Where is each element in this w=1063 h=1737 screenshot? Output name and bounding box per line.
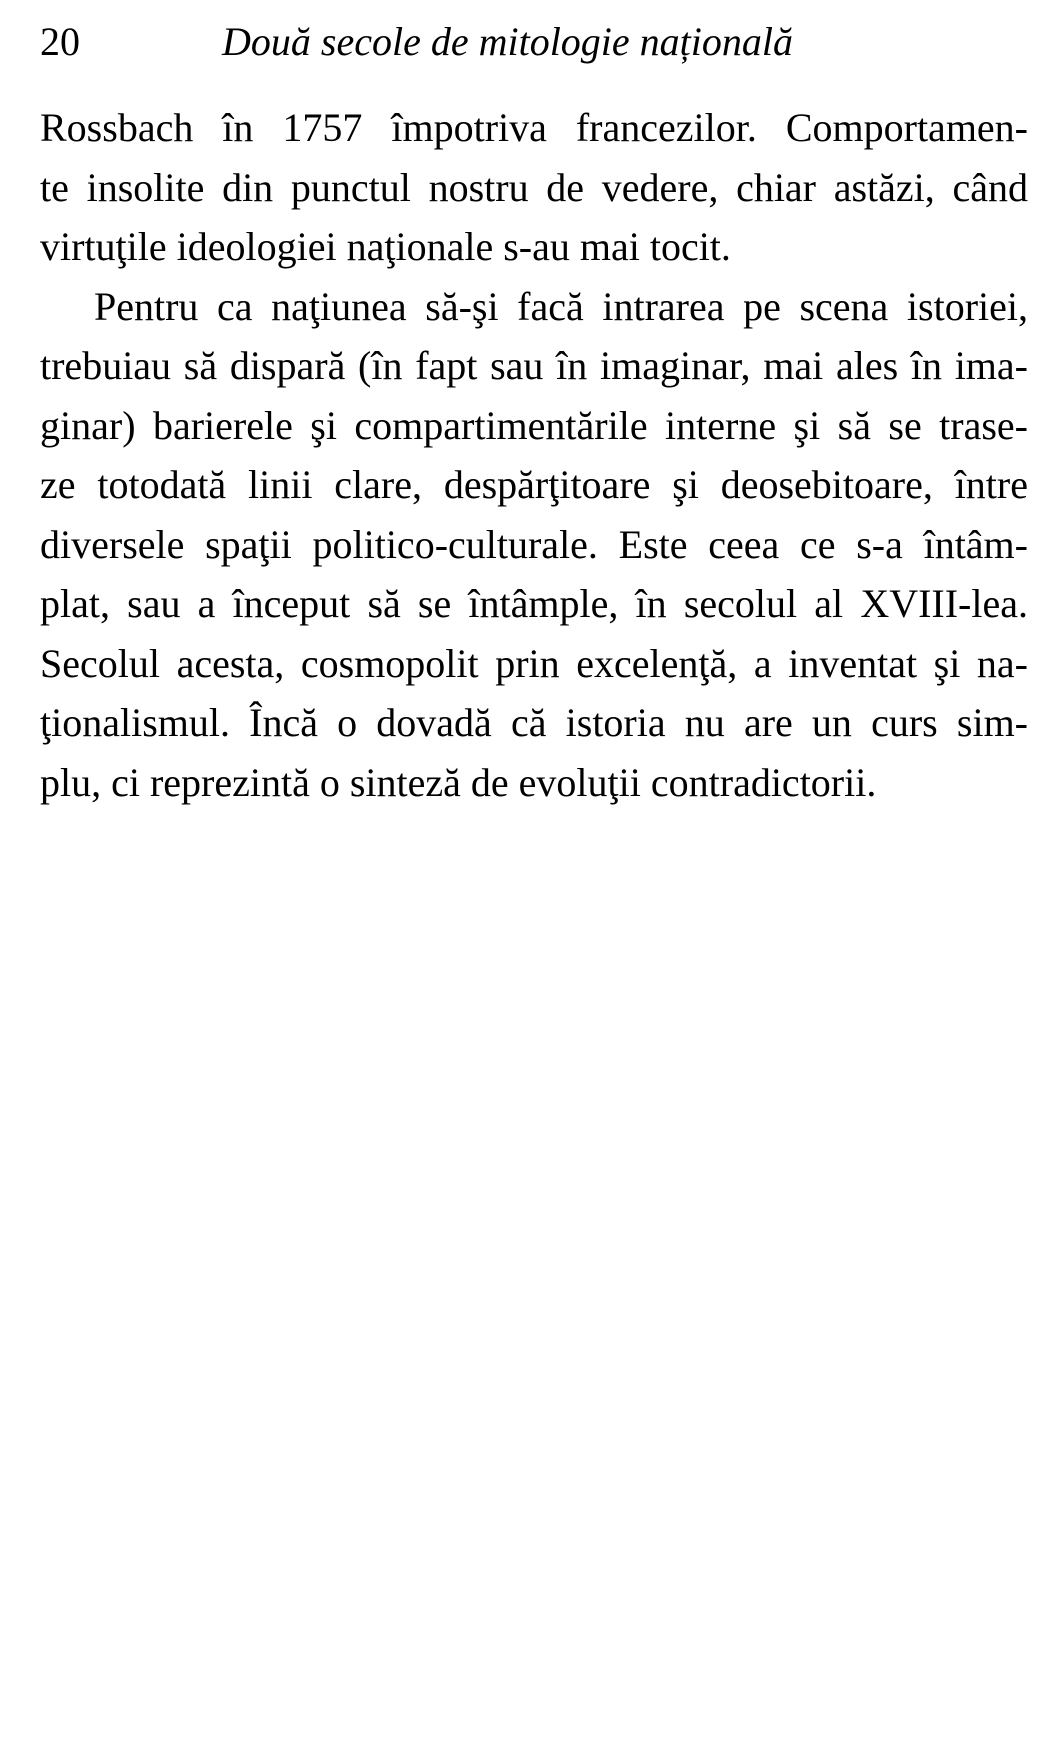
- page-number: 20: [40, 19, 80, 64]
- text-line: ţionalismul. Încă o dovadă că istoria nu are un curs sim-: [40, 700, 1028, 745]
- book-title: Două secole de mitologie națională: [222, 19, 794, 64]
- text-line: Secolul acesta, cosmopolit prin excelenţă, a inventat şi na-: [40, 640, 1028, 686]
- text-line: diversele spaţii politico-culturale. Este ceea ce s-a întâm-: [40, 521, 1028, 567]
- text-line: ze totodată linii clare, despărţitoare şi deosebitoare, între: [40, 462, 1028, 507]
- text-line: Rossbach în 1757 împotriva francezilor. Comportamen-: [40, 105, 1028, 150]
- running-header: [40, 14, 1030, 70]
- paragraph-2: [40, 277, 1028, 813]
- paragraph-1: [40, 98, 1028, 277]
- text-line: te insolite din punctul nostru de vedere, chiar astăzi, când: [40, 164, 1028, 210]
- text-line: plu, ci reprezintă o sinteză de evoluţii contradictorii.: [40, 759, 877, 805]
- text-line: ginar) barierele şi compartimentările interne şi să se trase-: [40, 402, 1028, 448]
- text-line: virtuţile ideologiei naţionale s-au mai tocit.: [40, 224, 731, 269]
- text-line: plat, sau a început să se întâmple, în secolul al XVIII-lea.: [40, 581, 1028, 626]
- body-text: [40, 98, 1028, 812]
- text-line: Pentru ca naţiunea să-şi facă intrarea pe scena istoriei,: [94, 283, 1028, 329]
- text-line: trebuiau să dispară (în fapt sau în imaginar, mai ales în ima-: [40, 343, 1028, 388]
